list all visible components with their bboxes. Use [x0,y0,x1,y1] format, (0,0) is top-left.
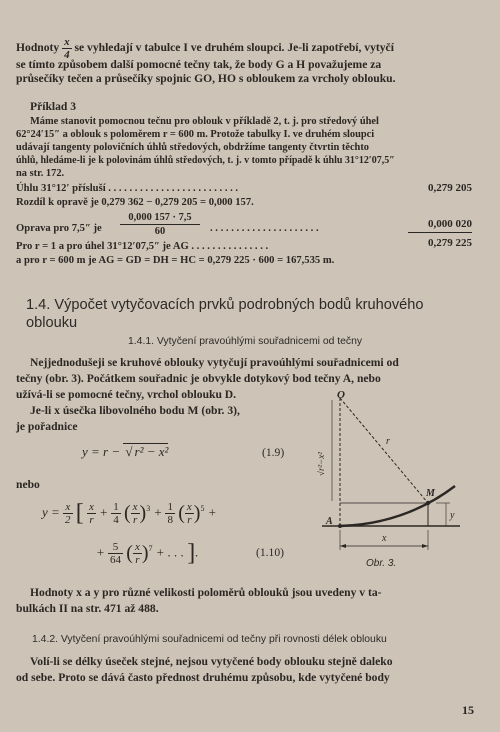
subsection-heading: 1.4.1. Vytyčení pravoúhlými souřadnicemi od tečny [128,336,363,347]
figure-caption: Obr. 3. [366,558,397,569]
text-line: průsečíky tečen a průsečíky spojnic GO, HO s obloukem za vrcholy oblouku. [16,72,396,85]
calc-value: 0,279 205 [428,182,472,194]
label-a: A [326,516,333,527]
calc-value: 0,279 225 [428,237,472,249]
text-line: Hodnoty x a y pro různé velikosti poloměrů oblouků jsou uvedeny v ta- [30,586,382,599]
text-line: Hodnoty $\frac{x}{4}$ se vyhledají v tabulce I ve druhém sloupci. Je-li zapotřebí, vytyčí [16,36,394,61]
calc-line: Pro r = 1 a pro úhel 31°12′07,5″ je AG . . . . . . . . . . . . . . . [16,241,269,252]
equation-number: (1.9) [262,446,285,459]
subsection-heading: 1.4.2. Vytyčení pravoúhlými souřadnicemi od tečny při rovnosti délek oblouku [32,634,387,645]
fraction: 0,000 157 · 7,5 60 [120,211,200,238]
page-number: 15 [462,703,474,717]
label-m: M [426,488,435,499]
text-line: Je-li x úsečka libovolného bodu M (obr. 3), [30,404,240,417]
text-line: nebo [16,478,40,491]
sum-rule [408,232,472,233]
text-line: se tímto způsobem další pomocné tečny tak, že body G a H považujeme za [16,58,382,71]
calc-line: Rozdíl k opravě je 0,279 362 − 0,279 205 = 0,000 157. [16,197,254,208]
calc-line: a pro r = 600 m je AG = GD = DH = HC = 0,279 225 · 600 = 167,535 m. [16,255,335,266]
text-line: úhlů, hledáme-li je k polovinám úhlů středových, t. j. v tomto případě k úhlu 31°12′07,5″ [16,155,395,166]
text-line: od sebe. Proto se dává často přednost druhému způsobu, kde vytyčené body [16,671,390,684]
arc-curve [340,486,455,526]
text-line: je pořadnice [16,420,78,433]
calc-value: 0,000 020 [428,218,472,230]
equation-1-9: y = r − √ r² − x² [82,444,169,459]
calc-line: Úhlu 31°12′ přísluší . . . . . . . . . . . . . . . . . . . . . . . . . [16,183,239,194]
label-r: r [386,436,390,447]
label-o: O [337,389,345,401]
label-y: y [450,510,455,521]
section-heading: oblouku [26,315,78,331]
text-line: bulkách II na str. 471 až 488. [16,602,159,615]
leader-dots: . . . . . . . . . . . . . . . . . . . . . [210,223,319,234]
calc-line: Oprava pro 7,5″ je [16,223,102,234]
text-line: 62°24′15″ a oblouk s poloměrem r = 600 m. Protože tabulky I. ve druhém sloupci [16,129,375,140]
text-line: Volí-li se délky úseček stejné, nejsou vytyčené body oblouku stejně daleko [30,655,393,668]
text-line: Nejjednodušeji se kruhové oblouky vytyčují pravoúhlými souřadnicemi od [30,356,399,369]
label-x: x [382,533,387,544]
text-line: užívá-li se pomocné tečny, vrchol oblouku D. [16,388,237,401]
equation-1-10-line1: y = $\frac{x}{2}$ [ $\frac{x}{r}$ + $\frac{1}{4}$ ( $\frac{x}{r}$ )$^3$ + $\frac{1}{8}$ ( $\frac{x}{r}$ )$^5$ + [42,500,217,526]
text-line: udávají tangenty polovičních úhlů středových, obdržíme tangenty čtvrtin těchto [16,142,369,153]
section-heading: 1.4. Výpočet vytyčovacích prvků podrobných bodů kruhového [26,297,424,313]
radius-line-to-m [340,398,428,503]
point-m [426,501,430,505]
example-title: Příklad 3 [30,100,77,113]
text-line: Máme stanovit pomocnou tečnu pro oblouk v příkladě 2, t. j. pro středový úhel [30,116,379,127]
label-sqrt: √r²−x² [316,452,326,476]
text-line: na str. 172. [16,168,65,179]
figure-3 [310,388,480,578]
point-a [338,524,342,528]
equation-number: (1.10) [256,546,285,559]
equation-1-10-line2: + $\frac{5}{64}$ ( $\frac{x}{r}$ )$^7$ + . . . ]. [96,540,199,566]
text-line: tečny (obr. 3). Počátkem souřadnic je obvykle dotykový bod tečny A, nebo [16,372,381,385]
